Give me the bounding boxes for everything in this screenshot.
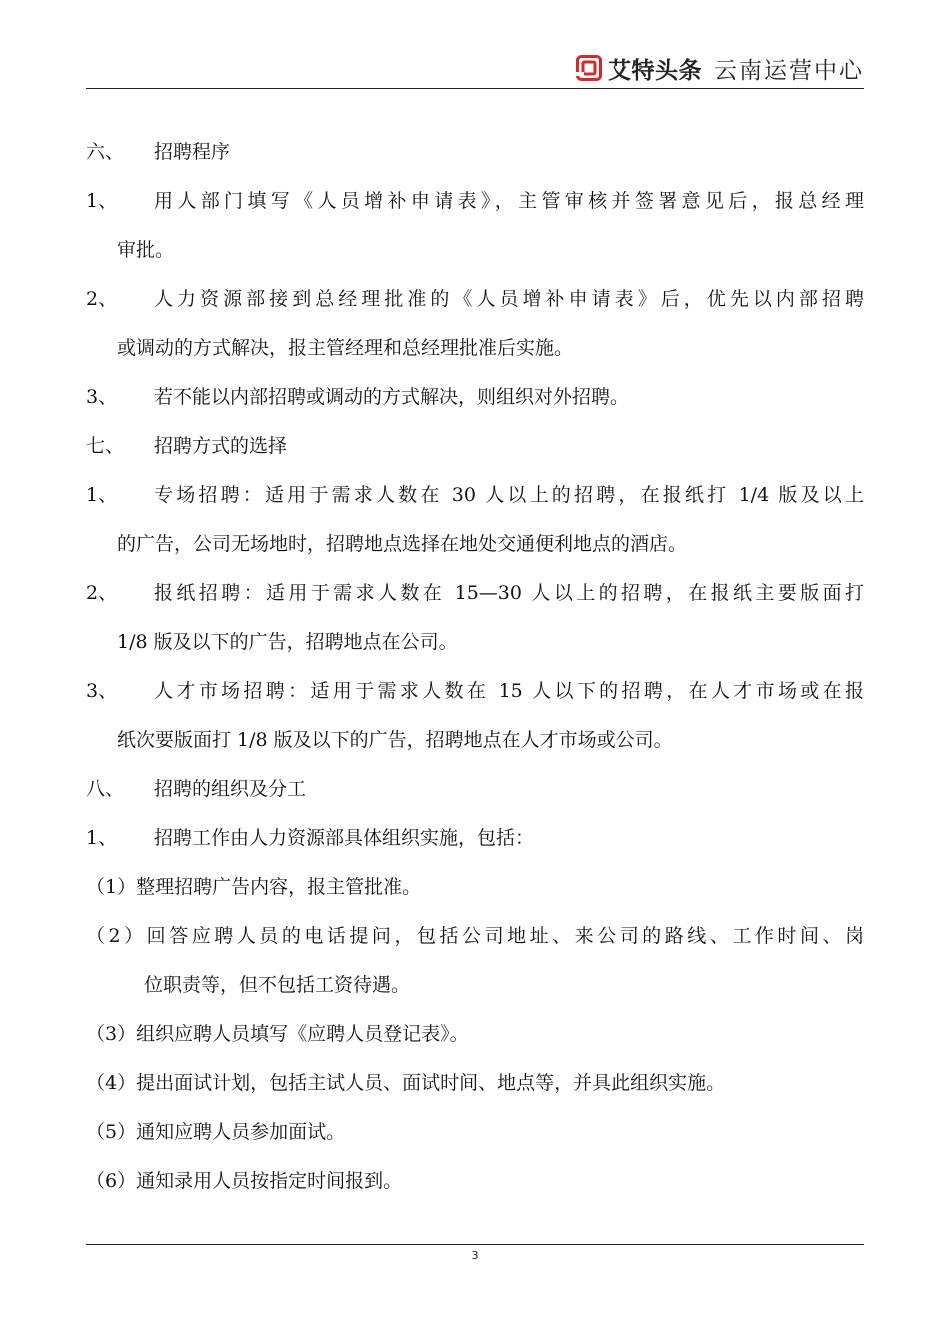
- sub-item-continuation: 位职责等，但不包括工资待遇。: [144, 974, 411, 996]
- ait-logo-icon: [576, 55, 602, 81]
- item-text: 用人部门填写《人员增补申请表》，主管审核并签署意见后，报总经理: [154, 190, 864, 212]
- item-text: 人力资源部接到总经理批准的《人员增补申请表》后，优先以内部招聘: [154, 288, 864, 310]
- item-number: 2、: [86, 288, 118, 310]
- section-title: 招聘方式的选择: [154, 435, 288, 457]
- item-number: 1、: [86, 190, 118, 212]
- item-number: 1、: [86, 827, 118, 849]
- item-number: 3、: [86, 386, 118, 408]
- sub-item: （1）整理招聘广告内容，报主管批准。: [86, 876, 422, 898]
- item-number: 2、: [86, 582, 118, 604]
- page-header: [86, 50, 864, 89]
- item-continuation: 纸次要版面打 1/8 版及以下的广告，招聘地点在人才市场或公司。: [117, 729, 673, 751]
- item-number: 1、: [86, 484, 118, 506]
- page-footer: [86, 1244, 864, 1262]
- section-heading: [86, 128, 864, 177]
- item-text: 若不能以内部招聘或调动的方式解决，则组织对外招聘。: [154, 386, 630, 408]
- brand-name: 艾特头条: [608, 57, 702, 84]
- document-body: [86, 128, 864, 1206]
- sub-item: （6）通知录用人员按指定时间报到。: [86, 1170, 403, 1192]
- item-number: 3、: [86, 680, 118, 702]
- sub-item: （4）提出面试计划，包括主试人员、面试时间、地点等，并具此组织实施。: [86, 1072, 726, 1094]
- brand-subtitle: 云南运营中心: [714, 57, 864, 84]
- list-item: [86, 667, 864, 716]
- list-item: [86, 471, 864, 520]
- sub-item: （5）通知应聘人员参加面试。: [86, 1121, 346, 1143]
- section-title: 招聘程序: [154, 141, 231, 163]
- list-item: [86, 177, 864, 226]
- section-heading: [86, 422, 864, 471]
- section-title: 招聘的组织及分工: [154, 778, 307, 800]
- brand: [576, 52, 864, 84]
- list-item: [86, 275, 864, 324]
- item-text: 人才市场招聘：适用于需求人数在 15 人以下的招聘，在人才市场或在报: [154, 680, 864, 702]
- item-continuation: 的广告，公司无场地时，招聘地点选择在地处交通便利地点的酒店。: [117, 533, 688, 555]
- section-number: 八、: [86, 778, 125, 800]
- section-number: 七、: [86, 435, 125, 457]
- item-continuation: 1/8 版及以下的广告，招聘地点在公司。: [117, 631, 458, 653]
- item-continuation: 或调动的方式解决，报主管经理和总经理批准后实施。: [117, 337, 574, 359]
- section-number: 六、: [86, 141, 125, 163]
- list-item: [86, 814, 864, 863]
- page-number: 3: [471, 1249, 479, 1262]
- item-text: 报纸招聘：适用于需求人数在 15—30 人以上的招聘，在报纸主要版面打: [154, 582, 864, 604]
- list-item: [86, 373, 864, 422]
- section-heading: [86, 765, 864, 814]
- list-item: [86, 569, 864, 618]
- item-continuation: 审批。: [117, 239, 175, 261]
- item-text: 招聘工作由人力资源部具体组织实施，包括：: [154, 827, 535, 849]
- sub-item: （3）组织应聘人员填写《应聘人员登记表》。: [86, 1023, 469, 1045]
- sub-item: （2）回答应聘人员的电话提问，包括公司地址、来公司的路线、工作时间、岗: [86, 925, 864, 947]
- item-text: 专场招聘：适用于需求人数在 30 人以上的招聘，在报纸打 1/4 版及以上: [154, 484, 864, 506]
